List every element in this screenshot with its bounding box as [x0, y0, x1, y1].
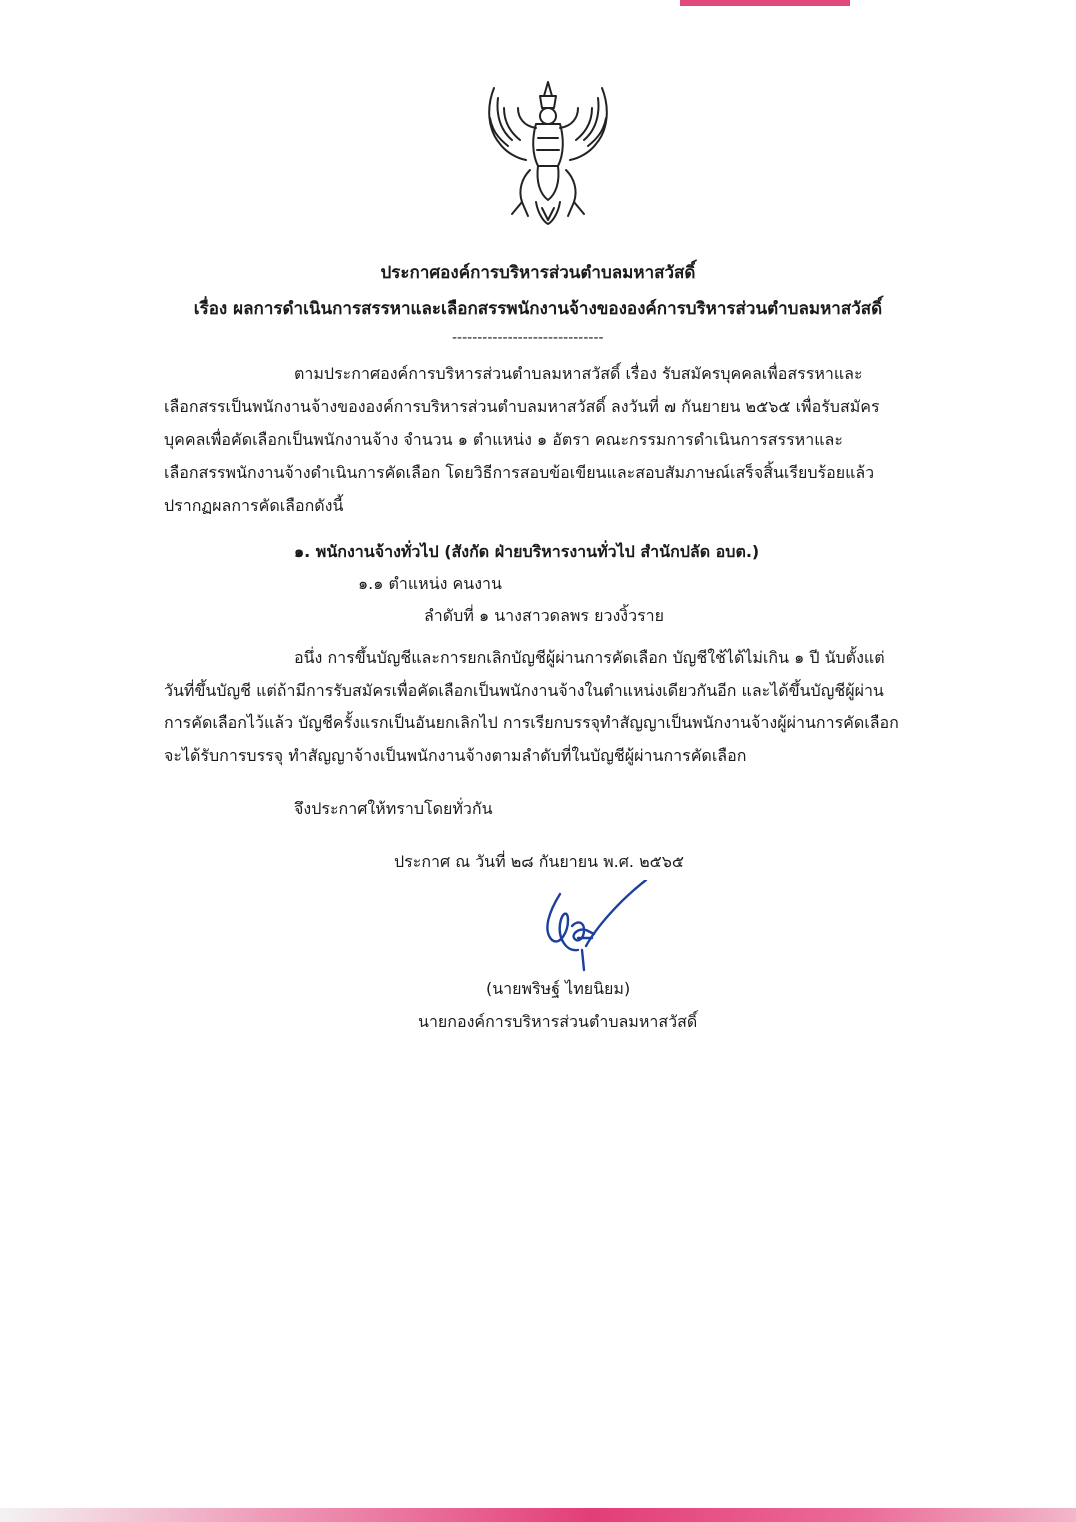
signature-icon	[538, 880, 658, 980]
top-pink-edge	[680, 0, 850, 6]
conditions-line-1: อนึ่ง การขึ้นบัญชีและการยกเลิกบัญชีผู้ผ่านการคัดเลือก บัญชีใช้ได้ไม่เกิน ๑ ปี นับตั้งแต่	[294, 648, 885, 667]
bottom-pink-edge	[0, 1508, 1076, 1522]
section-heading: ๑. พนักงานจ้างทั่วไป (สังกัด ฝ่ายบริหารงานทั่วไป สำนักปลัด อบต.)	[294, 542, 760, 561]
date-line: ประกาศ ณ วันที่ ๒๘ กันยายน พ.ศ. ๒๕๖๕	[394, 852, 684, 871]
rank-line: ลำดับที่ ๑ นางสาวดลพร ยวงงิ้วราย	[424, 606, 665, 625]
intro-line-1: ตามประกาศองค์การบริหารส่วนตำบลมหาสวัสดิ์ เรื่อง รับสมัครบุคคลเพื่อสรรหาและ	[294, 364, 863, 383]
signatory-name: (นายพริษฐ์ ไทยนิยม)	[486, 979, 631, 998]
conditions-line-3: การคัดเลือกไว้แล้ว บัญชีครั้งแรกเป็นอันยกเลิกไป การเรียกบรรจุทำสัญญาเป็นพนักงานจ้างผู้ผ่านการคัดเลือก	[164, 713, 899, 732]
intro-line-2: เลือกสรรเป็นพนักงานจ้างขององค์การบริหารส่วนตำบลมหาสวัสดิ์ ลงวันที่ ๗ กันยายน ๒๕๖๕ เพื่อรับสมัคร	[164, 397, 880, 416]
intro-line-3: บุคคลเพื่อคัดเลือกเป็นพนักงานจ้าง จำนวน ๑ ตำแหน่ง ๑ อัตรา คณะกรรมการดำเนินการสรรหาและ	[164, 430, 843, 449]
conditions-line-4: จะได้รับการบรรจุ ทำสัญญาจ้างเป็นพนักงานจ้างตามลำดับที่ในบัญชีผู้ผ่านการคัดเลือก	[164, 746, 747, 765]
document-subject: เรื่อง ผลการดำเนินการสรรหาและเลือกสรรพนักงานจ้างขององค์การบริหารส่วนตำบลมหาสวัสดิ์	[193, 299, 883, 319]
intro-line-4: เลือกสรรพนักงานจ้างดำเนินการคัดเลือก โดยวิธีการสอบข้อเขียนและสอบสัมภาษณ์เสร็จสิ้นเรียบร้อยแล้ว	[164, 463, 875, 482]
signatory-title: นายกองค์การบริหารส่วนตำบลมหาสวัสดิ์	[418, 1012, 698, 1031]
intro-line-5: ปรากฏผลการคัดเลือกดังนี้	[164, 496, 344, 515]
document-title: ประกาศองค์การบริหารส่วนตำบลมหาสวัสดิ์	[380, 263, 696, 283]
closing-line: จึงประกาศให้ทราบโดยทั่วกัน	[294, 799, 493, 818]
conditions-line-2: วันที่ขึ้นบัญชี แต่ถ้ามีการรับสมัครเพื่อคัดเลือกเป็นพนักงานจ้างในตำแหน่งเดียวกันอีก และได้ขึ้นบัญชีผู้ผ่าน	[164, 681, 884, 700]
garuda-emblem-icon	[482, 78, 614, 226]
position-line: ๑.๑ ตำแหน่ง คนงาน	[358, 574, 502, 593]
title-divider: ------------------------------	[452, 330, 604, 346]
